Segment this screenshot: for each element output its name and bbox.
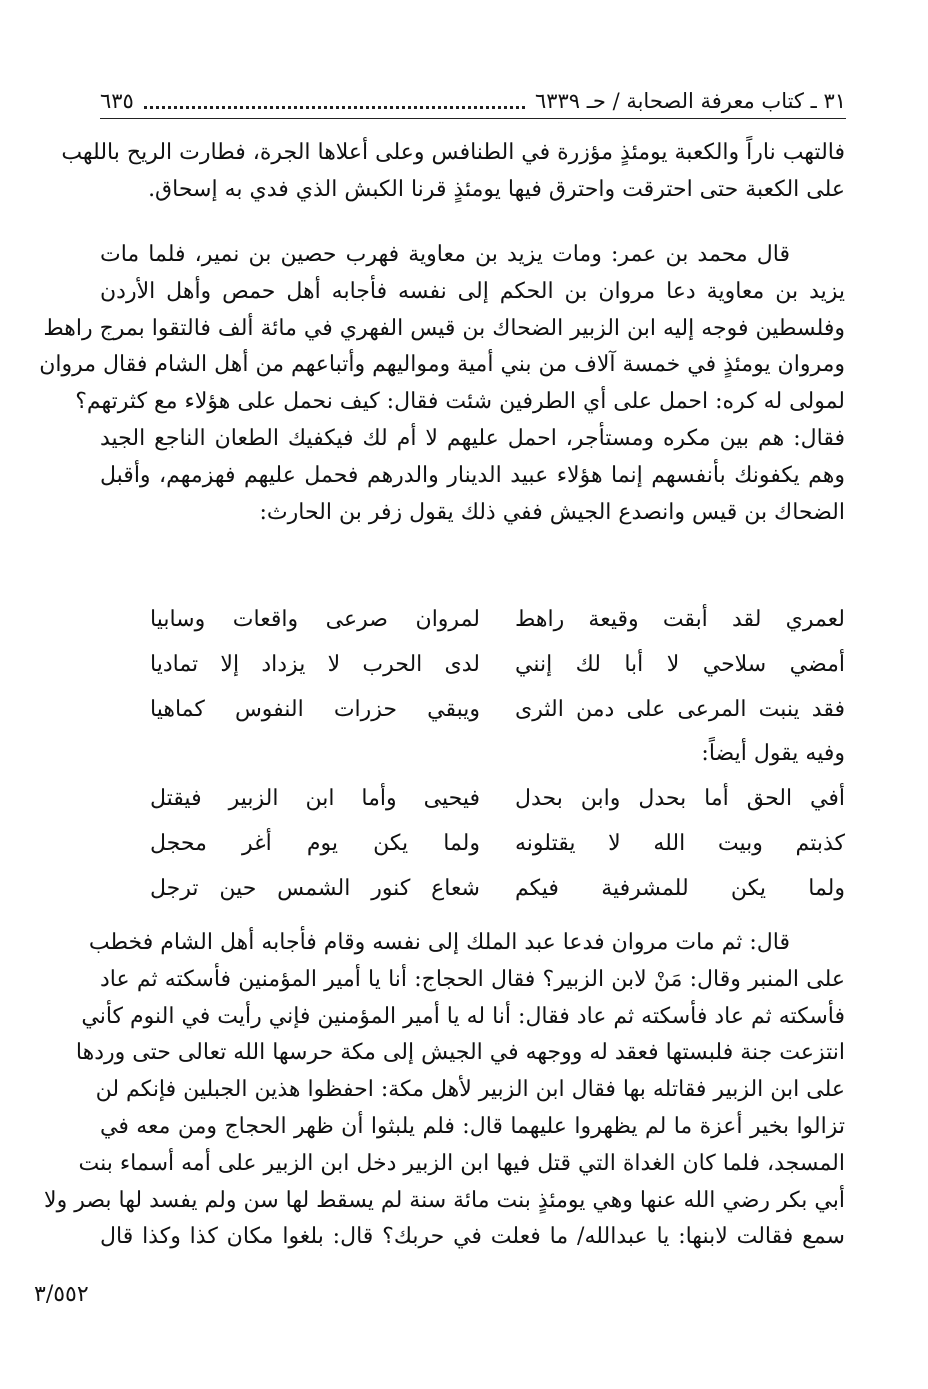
verse-second-hemistich: لدى الحرب لا يزداد إلا تماديا — [150, 652, 480, 677]
verse-second-hemistich: شعاع كنور الشمس حين ترجل — [150, 876, 480, 901]
text-line: وهم يكفونك بأنفسهم إنما هؤلاء عبيد الدينار والدرهم فحمل عليهم فهزمهم، وأقبل — [100, 462, 845, 488]
text-line: على المنبر وقال: مَنْ لابن الزبير؟ فقال الحجاج: أنا يا أمير المؤمنين فأسكته ثم عاد — [100, 966, 845, 992]
text-line: وفلسطين فوجه إليه ابن الزبير الضحاك بن قيس الفهري في مائة ألف فالتقوا بمرج راهط — [43, 315, 845, 341]
verse — [150, 821, 845, 866]
verse — [150, 597, 845, 642]
verse-first-hemistich: أفي الحق أما بحدل وابن بحدل — [515, 786, 845, 811]
header-dot-leader — [144, 106, 525, 109]
text-line: الضحاك بن قيس وانصدع الجيش ففي ذلك يقول زفر بن الحارث: — [259, 499, 845, 525]
verse-first-hemistich: ولما يكن للمشرفية فيكم — [515, 876, 845, 901]
verse — [150, 687, 845, 732]
poem-2-intro: وفيه يقول أيضاً: — [701, 741, 845, 766]
text-line: على الكعبة حتى احترقت واحترق فيها يومئذٍ قرنا الكبش الذي فدي به إسحاق. — [148, 176, 845, 202]
text-line: يزيد بن معاوية دعا مروان بن الحكم إلى نفسه فأجابه أهل حمص وأهل الأردن — [100, 278, 845, 304]
poem-1 — [150, 597, 845, 732]
paragraph-1 — [61, 135, 845, 209]
paragraph-2 — [39, 237, 845, 531]
poem-2 — [150, 776, 845, 911]
header-title: ٣١ ـ كتاب معرفة الصحابة / حـ ٦٣٣٩ — [534, 89, 846, 113]
verse-first-hemistich: كذبتم وبيت الله لا يقتلونه — [515, 831, 845, 856]
volume-page-reference: ٣/٥٥٢ — [34, 1282, 89, 1307]
verse-second-hemistich: لمروان صرعى واقعات وسابيا — [150, 607, 480, 632]
text-line: فقال: هم بين مكره ومستأجر، احمل عليهم لا أم لك فيكفيك الطعان الناجع الجيد — [100, 425, 845, 451]
text-line: قال: ثم مات مروان فدعا عبد الملك إلى نفسه وقام فأجابه أهل الشام فخطب — [88, 930, 790, 955]
text-line: قال محمد بن عمر: ومات يزيد بن معاوية فهرب حصين بن نمير، فلما مات — [100, 242, 790, 267]
paragraph-3 — [44, 925, 845, 1256]
text-line: أبي بكر رضي الله عنها وهي يومئذٍ بنت مائة سنة لم يسقط لها سن ولم يفسد لها بصر ولا — [44, 1187, 845, 1213]
text-line: فالتهب ناراً والكعبة يومئذٍ مؤزرة في الطنافس وعلى أعلاها الجرة، فطارت الريح باللهب — [61, 140, 845, 165]
text-line: على ابن الزبير فقاتله بها فقال ابن الزبير لأهل مكة: احفظوا هذين الجبلين فإنكم لن — [95, 1077, 845, 1103]
verse — [150, 776, 845, 821]
page-number: ٦٣٥ — [100, 89, 134, 113]
text-line: المسجد، فلما كان الغداة التي قتل فيها ابن الزبير دخل ابن الزبير على أمه أسماء بنت — [78, 1150, 845, 1176]
verse-second-hemistich: ويبقي حزرات النفوس كماهيا — [150, 697, 480, 722]
verse — [150, 642, 845, 687]
text-line: لمولى له كره: احمل على أي الطرفين شئت فقال: كيف نحمل على هؤلاء مع كثرتهم؟ — [75, 389, 845, 415]
verse-second-hemistich: فيحيى وأما ابن الزبير فيقتل — [150, 786, 480, 811]
verse-first-hemistich: فقد ينبت المرعى على دمن الثرى — [515, 697, 845, 722]
text-line: ومروان يومئذٍ في خمسة آلاف من بني أمية ومواليهم وأتباعهم من أهل الشام فقال مروان — [39, 352, 845, 378]
text-line: تزالوا بخير أعزة ما لم يظهروا عليهما قال: فلم يلبثوا أن ظهر الحجاج ومن معه في — [100, 1113, 845, 1139]
running-header — [100, 84, 846, 119]
verse-first-hemistich: أمضي سلاحي لا أبا لك إنني — [515, 652, 845, 677]
verse-second-hemistich: ولما يكن يوم أغر محجل — [150, 831, 480, 856]
text-line: سمع فقالت لابنها: يا عبدالله/ ما فعلت في حربك؟ قال: بلغوا مكان كذا وكذا قال — [100, 1224, 845, 1250]
text-line: فأسكته ثم عاد فأسكته ثم عاد فقال: أنا له يا أمير المؤمنين فإني رأيت في النوم كأني — [81, 1003, 845, 1029]
text-line: انتزعت جنة فلبستها فعقد له ووجهه في الجيش إلى مكة حرسها الله تعالى حتى وردها — [75, 1040, 845, 1066]
verse — [150, 866, 845, 911]
verse-first-hemistich: لعمري لقد أبقت وقيعة راهط — [515, 607, 845, 632]
